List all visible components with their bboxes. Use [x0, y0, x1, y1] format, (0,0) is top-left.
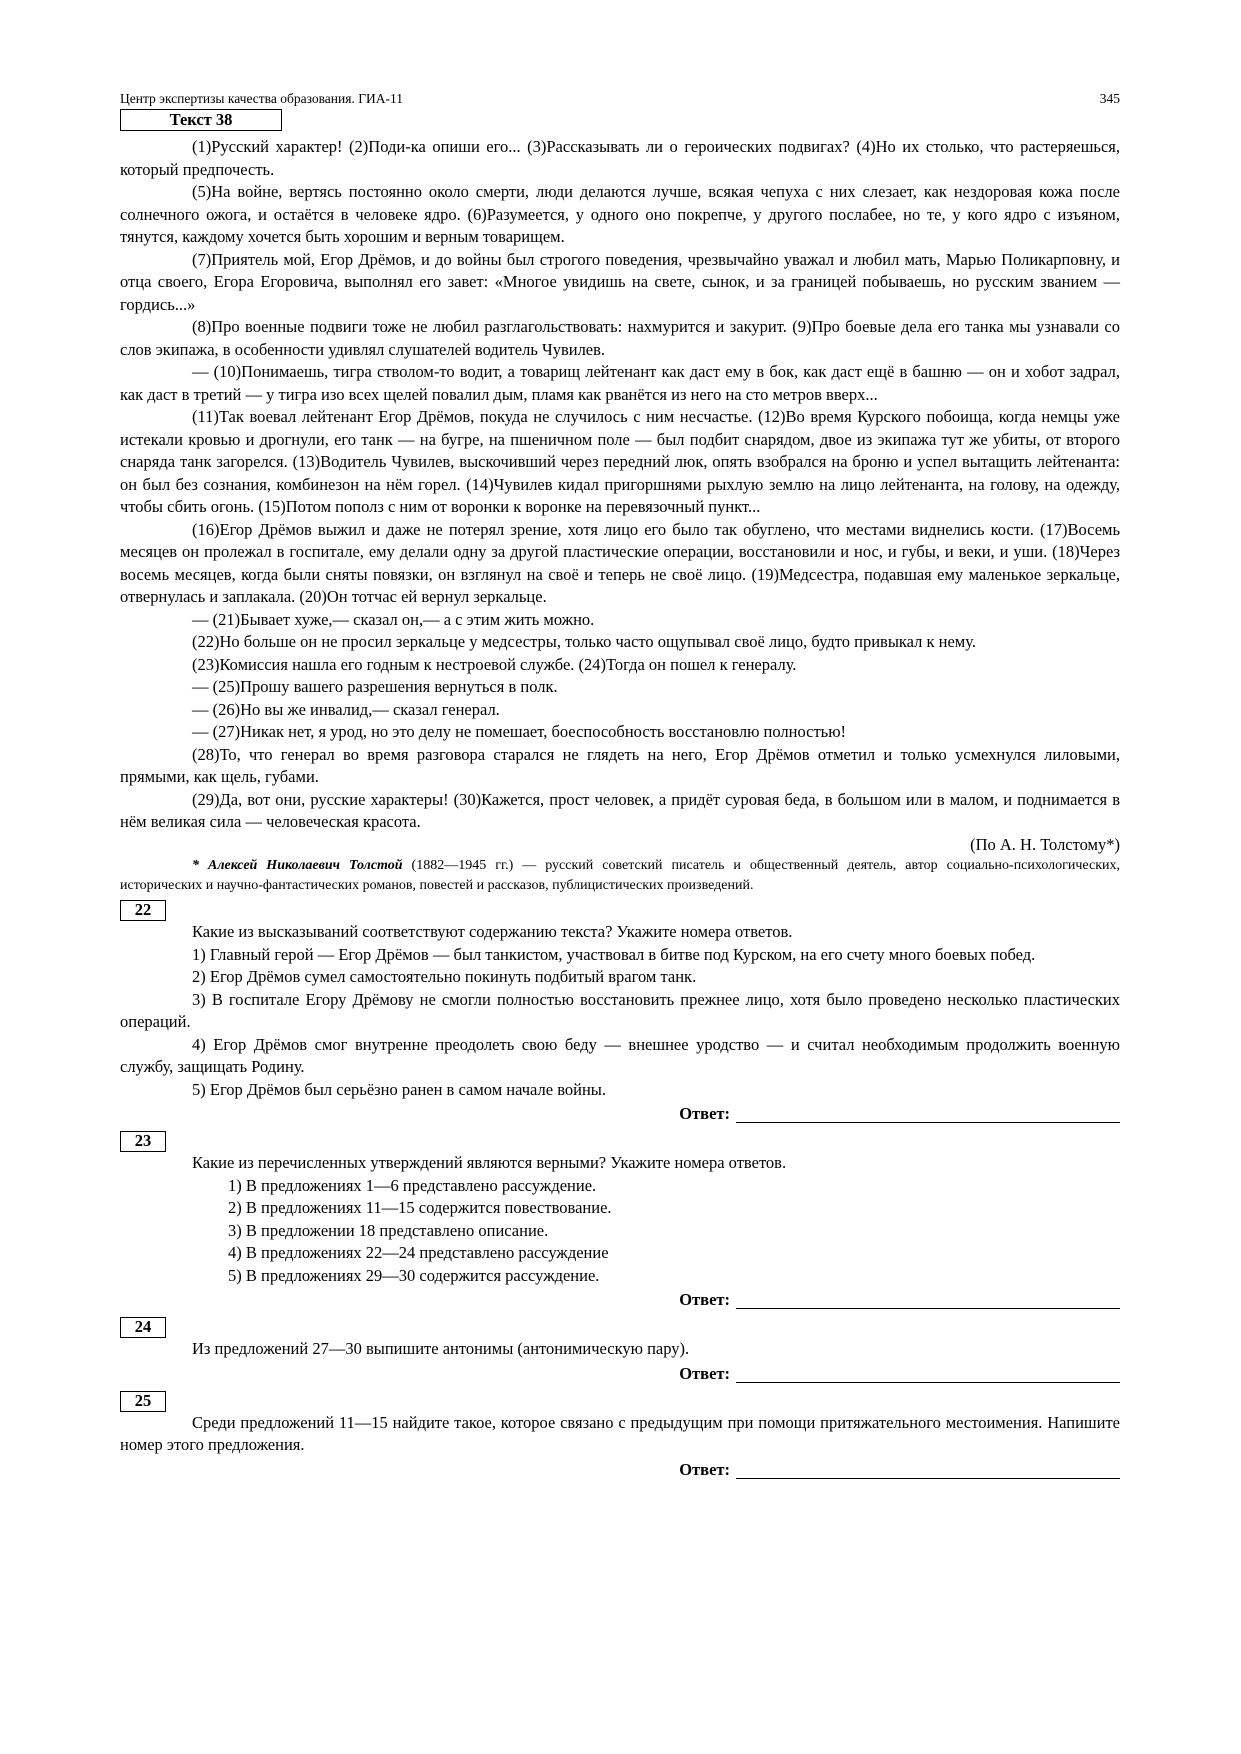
answer-label: Ответ:: [679, 1290, 730, 1309]
footnote-text: (1882—1945 гг.) — русский советский писатель и общественный деятель, автор социально-психологических, исторических и научно-фантастических романов, повестей и рассказов, публицистических произведений.: [120, 858, 1121, 893]
answer-label: Ответ:: [679, 1459, 730, 1479]
task-prompt: Среди предложений 11—15 найдите такое, которое связано с предыдущим при помощи притяжательного местоимения. Напишите номер этого предложения.: [120, 1412, 1120, 1454]
task-option: 1) Главный герой — Егор Дрёмов — был танкистом, участвовал в битве под Курском, на его счету много боевых побед.: [192, 944, 1036, 964]
paragraph: (22)Но больше он не просил зеркальце у медсестры, только часто ощупывал своё лицо, будто привыкал к нему.: [192, 632, 976, 651]
text-title: Текст 38: [120, 109, 282, 131]
author-footnote: [120, 856, 1120, 896]
main-content: [120, 136, 1120, 1483]
paragraph: — (10)Понимаешь, тигра стволом-то водит, а товарищ лейтенант как даст ему в бок, как даст ещё в башню — он и хобот задрал, как даст в третий — у тигра изо всех щелей повалил дым, пламя как рванётся из него на сто метров вверх...: [120, 362, 1120, 404]
task-number: 25: [120, 1391, 166, 1412]
answer-row: [120, 1287, 1120, 1313]
source-attribution: (По А. Н. Толстому*): [970, 834, 1120, 854]
task-number: 23: [120, 1131, 166, 1152]
document-page: [120, 0, 1120, 1754]
task-option: 5) Егор Дрёмов был серьёзно ранен в самом начале войны.: [192, 1079, 607, 1099]
paragraph: (8)Про военные подвиги тоже не любил разглагольствовать: нахмурится и закурит. (9)Про боевые дела его танка мы узнавали со слов экипажа, в особенности удивлял слушателей водитель Чувилев.: [120, 317, 1120, 359]
paragraph: — (27)Никак нет, я урод, но это делу не помешает, боеспособность восстановлю полностью!: [192, 722, 847, 741]
task-number: 24: [120, 1317, 166, 1338]
task-22: [120, 900, 1120, 1127]
paragraph: — (21)Бывает хуже,— сказал он,— а с этим жить можно.: [192, 609, 595, 629]
page-number: 345: [1099, 91, 1120, 106]
task-prompt: Какие из высказываний соответствуют содержанию текста? Укажите номера ответов.: [192, 922, 793, 941]
answer-row: [120, 1361, 1120, 1387]
task-option: 4) В предложениях 22—24 представлено рассуждение: [228, 1243, 609, 1262]
task-prompt: Какие из перечисленных утверждений являются верными? Укажите номера ответов.: [192, 1153, 787, 1172]
answer-field[interactable]: [736, 1122, 1120, 1123]
paragraph: (11)Так воевал лейтенант Егор Дрёмов, покуда не случилось с ним несчастье. (12)Во время Курского побоища, когда немцы уже истекали кровью и дрогнули, его танк — на бугре, на пшеничном поле — был подбит снарядом, двое из экипажа тут же убиты, от второго снаряда танк загорелся. (13)Водитель Чувилев, выскочивший через передний люк, опять взобрался на броню и успел вытащить лейтенанта: он был без сознания, комбинезон на нём горел. (14)Чувилев кидал пригоршнями рыхлую землю на лицо лейтенанта, на голову, на одежду, чтобы сбить огонь. (15)Потом пополз с ним от воронки к воронке на перевязочный пункт...: [120, 407, 1120, 516]
task-prompt: Из предложений 27—30 выпишите антонимы (антонимическую пару).: [192, 1339, 690, 1358]
task-23: [120, 1131, 1120, 1313]
answer-label: Ответ:: [679, 1363, 730, 1383]
paragraph: — (26)Но вы же инвалид,— сказал генерал.: [192, 699, 500, 719]
answer-field[interactable]: [736, 1478, 1120, 1479]
paragraph: (29)Да, вот они, русские характеры! (30)Кажется, прост человек, а придёт суровая беда, в большом или в малом, и поднимается в нём великая сила — человеческая красота.: [120, 789, 1120, 831]
answer-row: [120, 1457, 1120, 1483]
paragraph: (28)То, что генерал во время разговора старался не глядеть на него, Егор Дрёмов отметил и только усмехнулся лиловыми, прямыми, как щель, губами.: [120, 744, 1120, 786]
footnote-author: * Алексей Николаевич Толстой: [192, 858, 403, 873]
answer-label: Ответ:: [679, 1104, 730, 1123]
paragraph: — (25)Прошу вашего разрешения вернуться в полк.: [192, 677, 558, 696]
task-number: 22: [120, 900, 166, 921]
paragraph: (16)Егор Дрёмов выжил и даже не потерял зрение, хотя лицо его было так обуглено, что местами виднелись кости. (17)Восемь месяцев он пролежал в госпитале, ему делали одну за другой пластические операции, восстановили и нос, и губы, и веки, и уши. (18)Через восемь месяцев, когда были сняты повязки, он взглянул на своё и теперь не своё лицо. (19)Медсестра, подавшая ему маленькое зеркальце, отвернулась и заплакала. (20)Он тотчас ей вернул зеркальце.: [120, 519, 1120, 606]
task-24: [120, 1317, 1120, 1387]
task-option: 2) В предложениях 11—15 содержится повествование.: [228, 1198, 612, 1217]
answer-row: [120, 1101, 1120, 1127]
header-org: Центр экспертизы качества образования. ГИА-11: [120, 91, 403, 106]
task-option: 3) В предложении 18 представлено описание.: [228, 1220, 549, 1240]
answer-field[interactable]: [736, 1382, 1120, 1383]
paragraph: (23)Комиссия нашла его годным к нестроевой службе. (24)Тогда он пошел к генералу.: [192, 654, 797, 674]
task-option: 4) Егор Дрёмов смог внутренне преодолеть свою беду — внешнее уродство — и считал необходимым продолжить военную службу, защищать Родину.: [120, 1034, 1120, 1076]
paragraph: (5)На войне, вертясь постоянно около смерти, люди делаются лучше, всякая чепуха с них слезает, как нездоровая кожа после солнечного ожога, и остаётся в человеке ядро. (6)Разумеется, у одного оно покрепче, у другого послабее, но те, у кого ядро с изъяном, тянутся, каждому хочется быть хорошим и верным товарищем.: [120, 182, 1120, 246]
paragraph: (1)Русский характер! (2)Поди-ка опиши его... (3)Рассказывать ли о героических подвигах? (4)Но их столько, что растеряешься, который предпочесть.: [120, 137, 1120, 179]
task-option: 5) В предложениях 29—30 содержится рассуждение.: [228, 1265, 600, 1285]
task-25: [120, 1391, 1120, 1483]
paragraph: (7)Приятель мой, Егор Дрёмов, и до войны был строгого поведения, чрезвычайно уважал и любил мать, Марью Поликарповну, и отца своего, Егора Егоровича, выполнял его завет: «Многое увидишь на свете, сынок, и за границей побываешь, но русским званием — гордись...»: [120, 249, 1120, 314]
answer-field[interactable]: [736, 1308, 1120, 1309]
task-option: 1) В предложениях 1—6 представлено рассуждение.: [228, 1175, 597, 1195]
task-option: 3) В госпитале Егору Дрёмову не смогли полностью восстановить прежнее лицо, хотя было проведено несколько пластических операций.: [120, 989, 1120, 1031]
task-option: 2) Егор Дрёмов сумел самостоятельно покинуть подбитый врагом танк.: [192, 967, 697, 986]
